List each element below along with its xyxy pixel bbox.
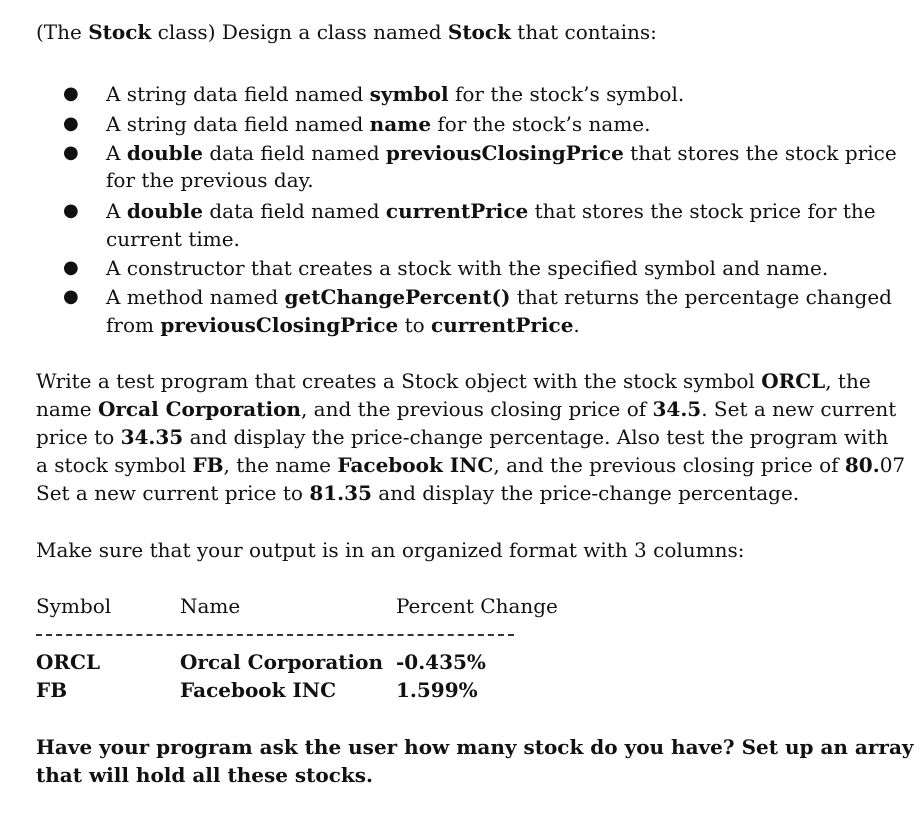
- list-item: A method named getChangePercent() that returns the percentage changed: [106, 285, 892, 309]
- intro-bold-stock: Stock: [447, 20, 511, 44]
- column-header-symbol: Symbol: [36, 594, 112, 618]
- paragraph-line: a stock symbol FB, the name Facebook INC, and the previous closing price of 80.07: [36, 453, 906, 477]
- column-header-percent: Percent Change: [396, 594, 558, 618]
- table-cell-percent: -0.435%: [396, 650, 486, 674]
- list-item-continuation: current time.: [106, 227, 240, 251]
- table-cell-name: Orcal Corporation: [180, 650, 383, 674]
- list-item-continuation: for the previous day.: [106, 168, 314, 192]
- bullet-dot: ●: [63, 113, 79, 134]
- intro-bold-stock: Stock: [88, 20, 152, 44]
- paragraph-line: name Orcal Corporation, and the previous closing price of 34.5. Set a new current: [36, 397, 897, 421]
- paragraph-line: price to 34.35 and display the price-change percentage. Also test the program with: [36, 425, 889, 449]
- table-cell-symbol: FB: [36, 678, 68, 702]
- paragraph-line: Set a new current price to 81.35 and display the price-change percentage.: [36, 481, 800, 505]
- intro-text: class) Design a class named: [151, 20, 448, 44]
- list-item: A constructor that creates a stock with the specified symbol and name.: [106, 256, 829, 280]
- list-item: A string data field named symbol for the stock’s symbol.: [106, 82, 685, 106]
- intro-text: that contains:: [510, 20, 657, 44]
- list-item: A string data field named name for the stock’s name.: [106, 112, 651, 136]
- intro-text: (The: [36, 20, 89, 44]
- list-item-continuation: from previousClosingPrice to currentPrice.: [106, 313, 580, 337]
- list-item: A double data field named currentPrice that stores the stock price for the: [106, 199, 876, 223]
- final-instruction: Have your program ask the user how many stock do you have? Set up an array: [36, 735, 914, 759]
- bullet-dot: ●: [63, 200, 79, 221]
- bullet-dot: ●: [63, 83, 79, 104]
- bullet-dot: ●: [63, 257, 79, 278]
- bullet-dot: ●: [63, 286, 79, 307]
- list-item: A double data field named previousClosingPrice that stores the stock price: [106, 141, 897, 165]
- table-cell-percent: 1.599%: [396, 678, 478, 702]
- format-note: Make sure that your output is in an organized format with 3 columns:: [36, 538, 745, 562]
- intro-heading: [36, 18, 657, 46]
- table-cell-symbol: ORCL: [36, 650, 101, 674]
- column-header-name: Name: [180, 594, 241, 618]
- bullet-dot: ●: [63, 142, 79, 163]
- paragraph-line: Write a test program that creates a Stock object with the stock symbol ORCL, the: [36, 369, 871, 393]
- final-instruction: that will hold all these stocks.: [36, 763, 374, 787]
- dashed-divider: [36, 634, 514, 636]
- table-cell-name: Facebook INC: [180, 678, 337, 702]
